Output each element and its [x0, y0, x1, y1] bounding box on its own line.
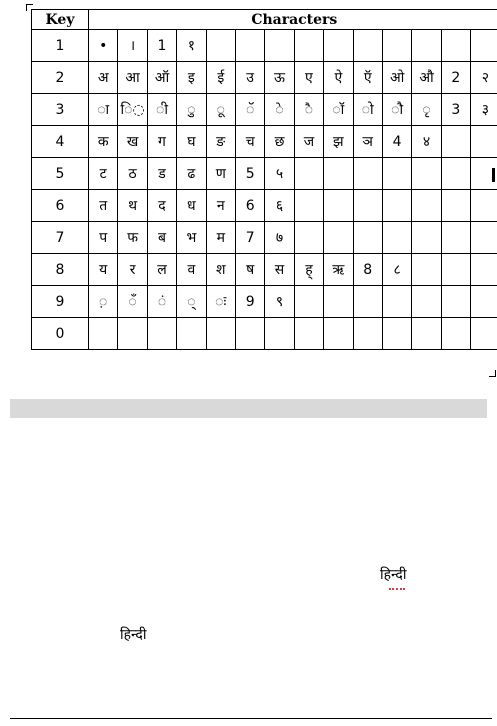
character-cell: झ — [324, 126, 353, 158]
character-cell: इ — [177, 62, 206, 94]
character-cell: ८ — [382, 254, 411, 286]
character-cell — [382, 318, 411, 350]
character-cell: ◌ः — [206, 286, 235, 318]
character-cell: थ — [118, 190, 147, 222]
character-cell — [471, 254, 497, 286]
character-cell: व — [177, 254, 206, 286]
character-cell: 2 — [441, 62, 470, 94]
character-cell — [382, 286, 411, 318]
character-cell: ९ — [265, 286, 294, 318]
character-cell: औ — [412, 62, 441, 94]
character-cell — [441, 30, 470, 62]
character-cell: ◌ौ — [382, 94, 411, 126]
character-cell: ट — [89, 158, 118, 190]
character-cell: ऐ — [324, 62, 353, 94]
character-cell: ◌ो — [353, 94, 382, 126]
character-cell: च — [235, 126, 264, 158]
character-cell — [118, 318, 147, 350]
character-cell: फ — [118, 222, 147, 254]
character-cell: ४ — [412, 126, 441, 158]
key-character-table — [31, 9, 497, 350]
character-cell: क — [89, 126, 118, 158]
character-cell: ञ — [353, 126, 382, 158]
header-key: Key — [32, 10, 89, 30]
character-cell — [382, 190, 411, 222]
key-cell: 5 — [32, 158, 89, 190]
character-cell — [471, 158, 497, 190]
key-cell: 9 — [32, 286, 89, 318]
character-cell: ध — [177, 190, 206, 222]
character-cell — [324, 222, 353, 254]
character-cell — [294, 158, 323, 190]
character-cell: श — [206, 254, 235, 286]
character-cell: ७ — [265, 222, 294, 254]
character-cell: त — [89, 190, 118, 222]
character-cell — [412, 190, 441, 222]
character-cell: ङ — [206, 126, 235, 158]
character-cell: ऍ — [353, 62, 382, 94]
character-cell — [441, 190, 470, 222]
character-cell — [353, 190, 382, 222]
character-cell: ◌ी — [147, 94, 176, 126]
character-cell: ◌ॅ — [235, 94, 264, 126]
character-cell: स — [265, 254, 294, 286]
character-cell: 8 — [353, 254, 382, 286]
character-cell — [412, 318, 441, 350]
table-row — [32, 318, 497, 350]
character-cell: 3 — [441, 94, 470, 126]
character-cell — [324, 190, 353, 222]
table-row — [32, 190, 497, 222]
character-cell — [294, 190, 323, 222]
table-row — [32, 254, 497, 286]
key-cell: 8 — [32, 254, 89, 286]
key-cell: 3 — [32, 94, 89, 126]
character-cell — [412, 158, 441, 190]
character-cell: ख — [118, 126, 147, 158]
character-cell — [471, 286, 497, 318]
character-cell: न — [206, 190, 235, 222]
key-cell: 0 — [32, 318, 89, 350]
character-cell: 9 — [235, 286, 264, 318]
character-cell — [441, 158, 470, 190]
character-cell — [353, 222, 382, 254]
character-cell: ६ — [265, 190, 294, 222]
character-cell: द — [147, 190, 176, 222]
character-cell — [147, 318, 176, 350]
character-cell: 1 — [147, 30, 176, 62]
character-cell: 6 — [235, 190, 264, 222]
character-cell: ब — [147, 222, 176, 254]
character-cell: ◌ू — [206, 94, 235, 126]
character-cell: ण — [206, 158, 235, 190]
key-cell: 1 — [32, 30, 89, 62]
header-characters: Characters — [89, 10, 497, 30]
character-cell: ५ — [265, 158, 294, 190]
hindi-word-left: हिन्दी — [120, 627, 147, 643]
character-cell — [441, 318, 470, 350]
character-cell: ऊ — [265, 62, 294, 94]
character-cell — [177, 318, 206, 350]
grey-band — [10, 399, 487, 418]
character-cell — [353, 318, 382, 350]
character-cell: ड — [147, 158, 176, 190]
character-cell — [353, 158, 382, 190]
character-cell: ज — [294, 126, 323, 158]
character-cell: ३ — [471, 94, 497, 126]
character-cell: ए — [294, 62, 323, 94]
character-cell — [324, 158, 353, 190]
character-cell: ओ — [382, 62, 411, 94]
character-cell: भ — [177, 222, 206, 254]
character-cell: ि◌ — [118, 94, 147, 126]
table-row — [32, 126, 497, 158]
character-cell: ऋ — [324, 254, 353, 286]
character-cell — [294, 286, 323, 318]
character-cell — [353, 30, 382, 62]
character-cell: ◌ृ — [412, 94, 441, 126]
character-cell: ◌ु — [177, 94, 206, 126]
character-cell — [471, 30, 497, 62]
character-cell — [265, 30, 294, 62]
character-cell — [412, 286, 441, 318]
bottom-rule — [10, 718, 492, 719]
table-row — [32, 222, 497, 254]
character-cell: म — [206, 222, 235, 254]
character-cell — [235, 318, 264, 350]
character-cell: घ — [177, 126, 206, 158]
table-row — [32, 62, 497, 94]
character-cell — [206, 30, 235, 62]
character-cell: २ — [471, 62, 497, 94]
character-cell — [324, 318, 353, 350]
character-cell: य — [89, 254, 118, 286]
character-cell: अ — [89, 62, 118, 94]
table-row — [32, 158, 497, 190]
crop-mark-bottom-right — [489, 370, 496, 377]
character-cell: • — [89, 30, 118, 62]
character-cell: उ — [235, 62, 264, 94]
character-cell: 4 — [382, 126, 411, 158]
character-cell: ◌ा — [89, 94, 118, 126]
character-cell: । — [118, 30, 147, 62]
character-cell — [441, 286, 470, 318]
character-cell: ई — [206, 62, 235, 94]
character-cell — [412, 222, 441, 254]
character-cell — [471, 222, 497, 254]
character-cell: ◌् — [177, 286, 206, 318]
character-cell — [294, 318, 323, 350]
character-cell: ठ — [118, 158, 147, 190]
character-cell — [412, 30, 441, 62]
table-header-row — [32, 10, 497, 30]
character-cell — [382, 158, 411, 190]
character-cell — [441, 222, 470, 254]
character-cell — [471, 126, 497, 158]
character-cell — [294, 222, 323, 254]
character-cell — [294, 30, 323, 62]
character-cell — [324, 30, 353, 62]
table-body — [32, 30, 497, 350]
character-cell: ◌ॉ — [324, 94, 353, 126]
character-cell — [441, 254, 470, 286]
spellcheck-underline — [389, 585, 405, 590]
character-cell: ऑ — [147, 62, 176, 94]
character-cell — [324, 286, 353, 318]
character-cell: ह् — [294, 254, 323, 286]
character-cell — [471, 190, 497, 222]
table-row — [32, 286, 497, 318]
character-cell: १ — [177, 30, 206, 62]
character-cell: ल — [147, 254, 176, 286]
character-cell — [206, 318, 235, 350]
character-cell: प — [89, 222, 118, 254]
character-cell — [89, 318, 118, 350]
character-cell: ◌े — [265, 94, 294, 126]
character-cell — [412, 254, 441, 286]
character-cell: ष — [235, 254, 264, 286]
character-cell — [441, 126, 470, 158]
character-cell: ◌ँ — [118, 286, 147, 318]
key-cell: 4 — [32, 126, 89, 158]
character-cell: र — [118, 254, 147, 286]
character-cell — [265, 318, 294, 350]
character-cell — [235, 30, 264, 62]
character-cell — [353, 286, 382, 318]
character-cell: 7 — [235, 222, 264, 254]
table-row — [32, 30, 497, 62]
character-cell: ढ — [177, 158, 206, 190]
character-cell — [382, 30, 411, 62]
character-cell: आ — [118, 62, 147, 94]
character-cell — [382, 222, 411, 254]
character-cell: ग — [147, 126, 176, 158]
character-cell: छ — [265, 126, 294, 158]
character-cell: 5 — [235, 158, 264, 190]
key-cell: 6 — [32, 190, 89, 222]
character-cell: ◌ं — [147, 286, 176, 318]
table-row — [32, 94, 497, 126]
character-cell — [471, 318, 497, 350]
hindi-word-right: हिन्दी — [380, 567, 407, 583]
character-cell: ◌़ — [89, 286, 118, 318]
key-cell: 2 — [32, 62, 89, 94]
key-cell: 7 — [32, 222, 89, 254]
character-cell: ◌ै — [294, 94, 323, 126]
